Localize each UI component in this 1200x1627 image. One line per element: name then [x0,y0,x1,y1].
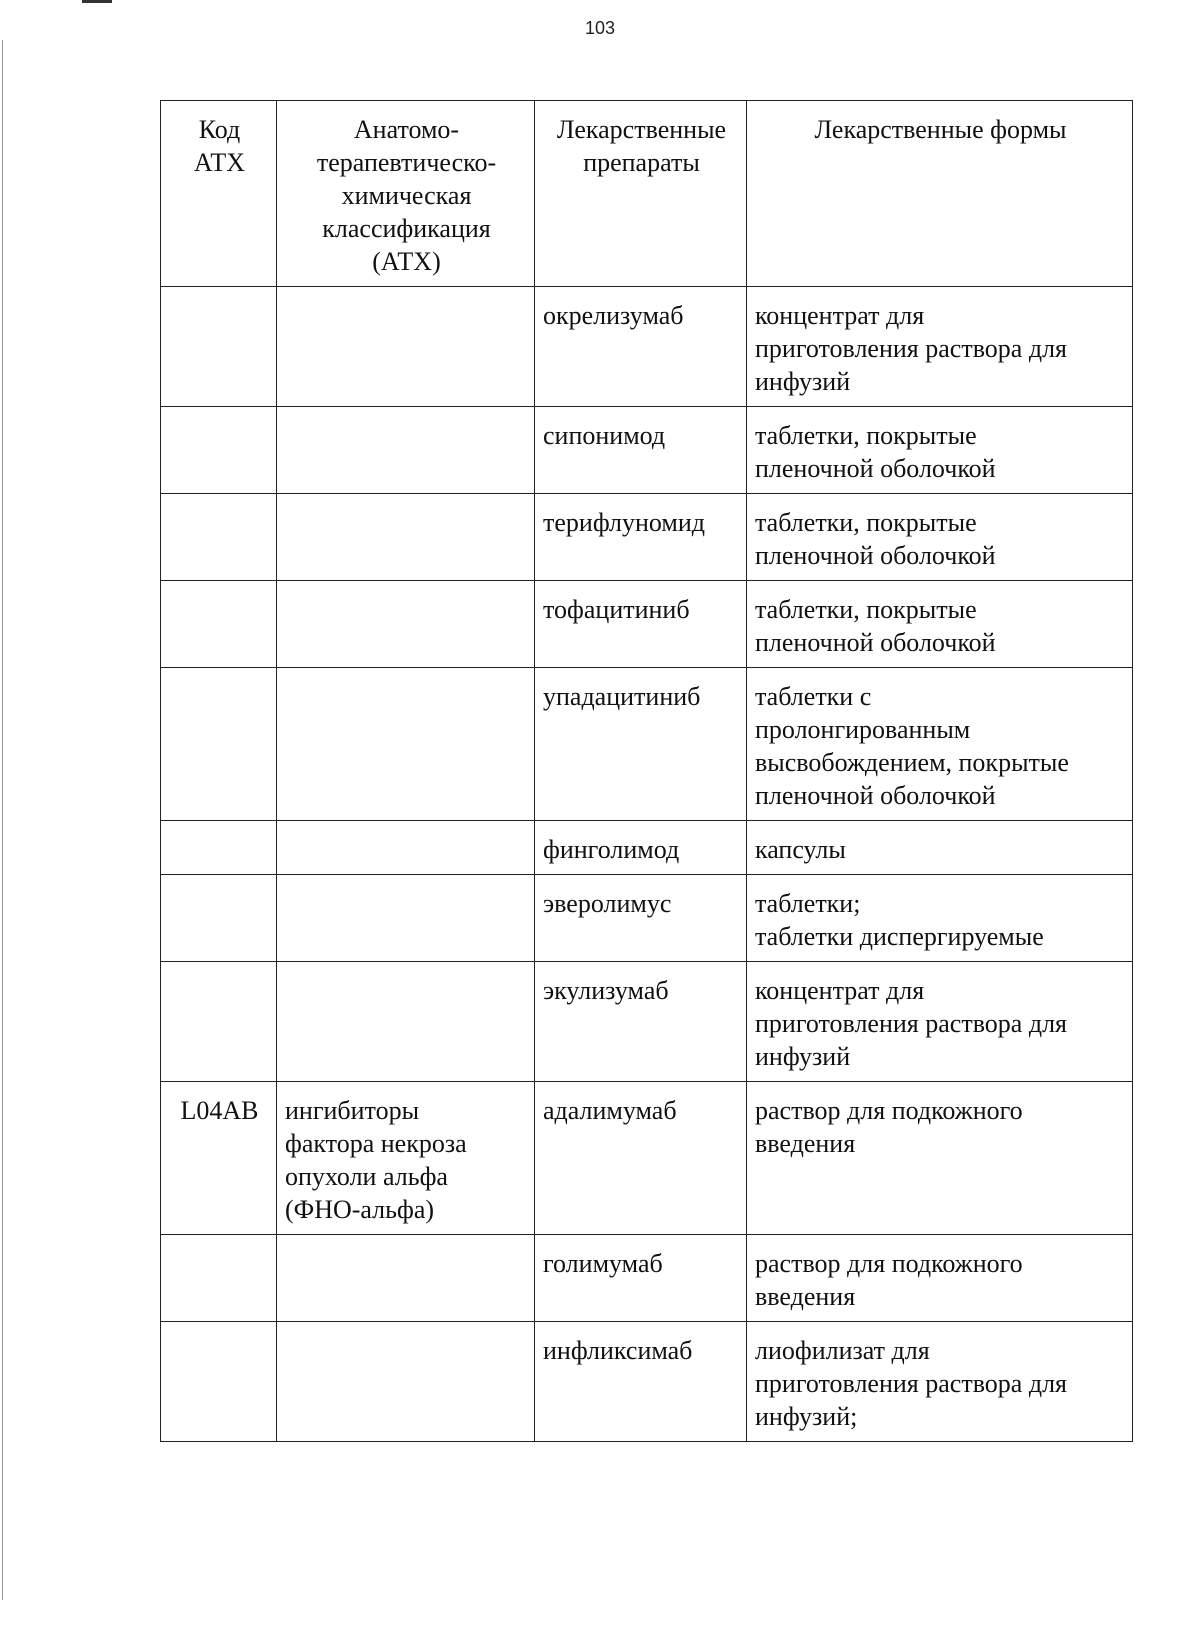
cell-drug: инфликсимаб [535,1322,747,1442]
cell-form: капсулы [747,821,1133,875]
cell-drug: голимумаб [535,1235,747,1322]
cell-drug: тофацитиниб [535,581,747,668]
cell-form: таблетки, покрытые пленочной оболочкой [747,407,1133,494]
cell-form: таблетки; таблетки диспергируемые [747,875,1133,962]
table-row [161,821,1133,875]
table-row [161,1235,1133,1322]
cell-drug: упадацитиниб [535,668,747,821]
cell-form: раствор для подкожного введения [747,1082,1133,1235]
cell-classification [277,287,535,407]
header-classification: Анатомо- терапевтическо- химическая классификация (АТХ) [277,101,535,287]
scan-mark [82,0,112,3]
cell-form: концентрат для приготовления раствора для инфузий [747,287,1133,407]
table-header-row [161,101,1133,287]
cell-drug: терифлуномид [535,494,747,581]
cell-code [161,1322,277,1442]
cell-code [161,407,277,494]
cell-code [161,962,277,1082]
cell-form: таблетки, покрытые пленочной оболочкой [747,494,1133,581]
scan-edge [2,40,3,1600]
table-row [161,287,1133,407]
cell-classification [277,821,535,875]
cell-classification: ингибиторы фактора некроза опухоли альфа (ФНО-альфа) [277,1082,535,1235]
table-row [161,581,1133,668]
cell-code [161,494,277,581]
table-row [161,875,1133,962]
cell-classification [277,494,535,581]
cell-form: таблетки с пролонгированным высвобождением, покрытые пленочной оболочкой [747,668,1133,821]
header-code: Код АТХ [161,101,277,287]
cell-code [161,821,277,875]
cell-code [161,287,277,407]
cell-drug: финголимод [535,821,747,875]
table-body [161,287,1133,1442]
cell-drug: экулизумаб [535,962,747,1082]
atx-drug-table [160,100,1133,1442]
page-number: 103 [584,18,616,38]
cell-classification [277,581,535,668]
header-forms: Лекарственные формы [747,101,1133,287]
cell-form: концентрат для приготовления раствора для инфузий [747,962,1133,1082]
table-row [161,962,1133,1082]
cell-code [161,668,277,821]
cell-code [161,875,277,962]
table-row [161,494,1133,581]
cell-form: таблетки, покрытые пленочной оболочкой [747,581,1133,668]
cell-form: раствор для подкожного введения [747,1235,1133,1322]
table-row [161,668,1133,821]
cell-drug: адалимумаб [535,1082,747,1235]
cell-drug: окрелизумаб [535,287,747,407]
table-row [161,407,1133,494]
cell-code: L04AB [161,1082,277,1235]
cell-code [161,581,277,668]
cell-classification [277,668,535,821]
cell-form: лиофилизат для приготовления раствора для инфузий; [747,1322,1133,1442]
cell-classification [277,962,535,1082]
table-row [161,1082,1133,1235]
cell-classification [277,1322,535,1442]
cell-drug: сипонимод [535,407,747,494]
cell-classification [277,407,535,494]
cell-code [161,1235,277,1322]
table-row [161,1322,1133,1442]
cell-classification [277,875,535,962]
cell-drug: эверолимус [535,875,747,962]
cell-classification [277,1235,535,1322]
header-drugs: Лекарственные препараты [535,101,747,287]
